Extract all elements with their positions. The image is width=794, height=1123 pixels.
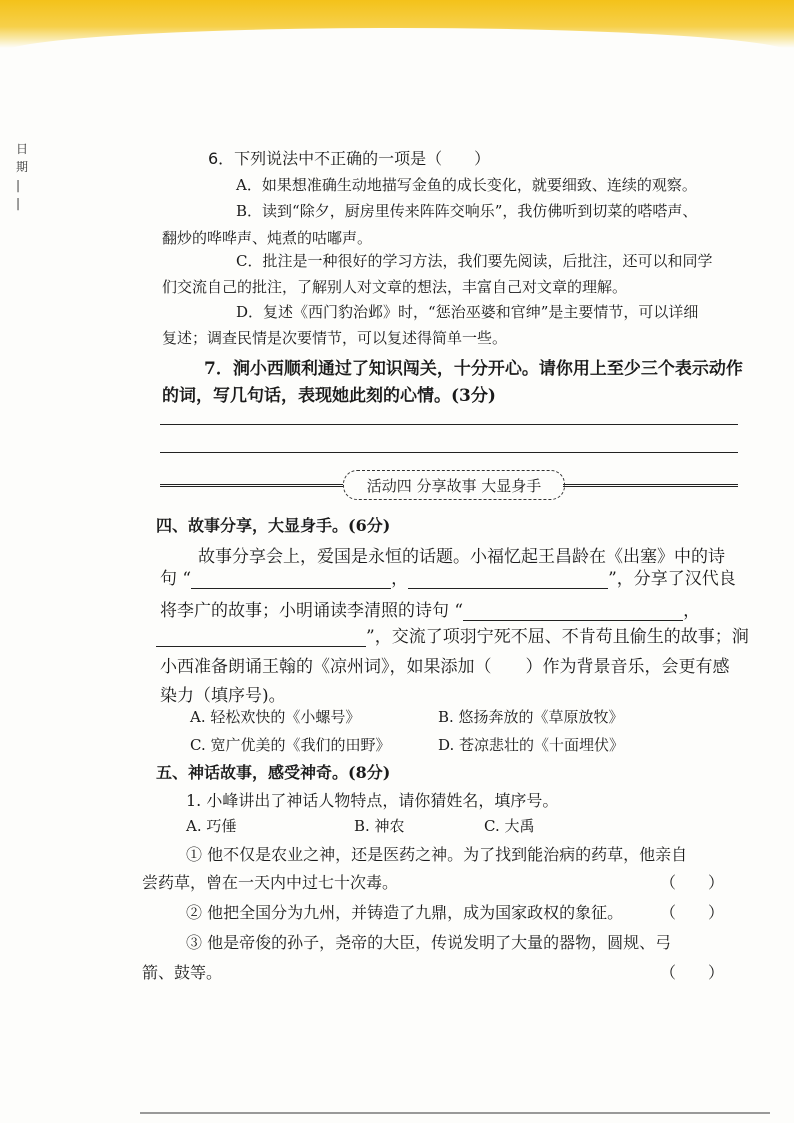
section4-paragraph-line2: 句 “ ， ”，分享了汉代良 — [160, 569, 736, 589]
section5-option-b: B. 神农 — [354, 817, 405, 835]
binding-margin-marks: 日 期 | | — [16, 142, 29, 210]
page-top-decoration — [0, 0, 794, 48]
q7-answer-line-1[interactable] — [160, 424, 738, 425]
section4-heading: 四、故事分享，大显身手。(6分) — [156, 516, 391, 535]
q6-option-d-line1: D．复述《西门豹治邺》时，“惩治巫婆和官绅”是主要情节，可以详细 — [236, 303, 699, 321]
section5-item3-line2: 箭、鼓等。 — [142, 963, 223, 982]
page-bottom-rule — [140, 1112, 770, 1114]
section4-paragraph-line5: 小西准备朗诵王翰的《凉州词》，如果添加（ ）作为背景音乐，会更有感 — [160, 657, 730, 677]
section4-paragraph-line4: ”，交流了项羽宁死不屈、不肯苟且偷生的故事；涧 — [156, 622, 749, 647]
section4-option-c[interactable]: C. 宽广优美的《我们的田野》 — [190, 736, 391, 754]
banner-rule-right — [563, 484, 738, 487]
section5-item1-line2: 尝药草，曾在一天内中过七十次毒。 — [142, 873, 399, 892]
q6-option-d-line2: 复述；调查民情是次要情节，可以复述得简单一些。 — [162, 329, 508, 347]
section5-item3-line1: ③ 他是帝俊的孙子，尧帝的大臣，传说发明了大量的器物，圆规、弓 — [186, 933, 672, 952]
section5-item2: ② 他把全国分为九州，并铸造了九鼎，成为国家政权的象征。 — [186, 903, 624, 922]
q6-option-b-line1: B．读到“除夕，厨房里传来阵阵交响乐”，我仿佛听到切菜的嗒嗒声、 — [236, 202, 698, 220]
section5-item2-answer[interactable]: （ ） — [660, 903, 725, 922]
section4-paragraph-line1: 故事分享会上，爱国是永恒的话题。小福忆起王昌龄在《出塞》中的诗 — [198, 547, 725, 567]
section5-heading: 五、神话故事，感受神奇。(8分) — [156, 763, 391, 782]
section4-option-a[interactable]: A. 轻松欢快的《小螺号》 — [190, 708, 361, 726]
q7-line1: 7．涧小西顺利通过了知识闯关，十分开心。请你用上至少三个表示动作 — [204, 359, 743, 379]
poem-blank-1[interactable] — [191, 570, 391, 589]
q6-option-a: A．如果想准确生动地描写金鱼的成长变化，就要细致、连续的观察。 — [236, 176, 697, 194]
q7-line2: 的词，写几句话，表现她此刻的心情。(3分) — [162, 386, 496, 406]
q6-stem: 6．下列说法中不正确的一项是（ ） — [208, 149, 491, 168]
section5-item1-line1: ① 他不仅是农业之神，还是医药之神。为了找到能治病的药草，他亲自 — [186, 845, 688, 864]
banner-rule-left — [160, 484, 343, 487]
section4-paragraph-line6: 染力（填序号)。 — [160, 686, 286, 706]
section5-item1-answer[interactable]: （ ） — [660, 873, 725, 892]
section4-paragraph-line3: 将李广的故事；小明诵读李清照的诗句 “ ， — [160, 601, 701, 621]
q6-option-c-line2: 们交流自己的批注，了解别人对文章的想法，丰富自己对文章的理解。 — [162, 278, 628, 296]
activity-banner: 活动四 分享故事 大显身手 — [343, 470, 565, 500]
poem-blank-2[interactable] — [408, 570, 608, 589]
section5-question1: 1. 小峰讲出了神话人物特点，请你猜姓名，填序号。 — [186, 791, 559, 810]
section5-option-c: C. 大禹 — [484, 817, 535, 835]
section4-option-b[interactable]: B. 悠扬奔放的《草原放牧》 — [438, 708, 624, 726]
poem-blank-4[interactable] — [156, 628, 366, 647]
section5-option-a: A. 巧倕 — [186, 817, 237, 835]
q6-option-c-line1: C．批注是一种很好的学习方法，我们要先阅读，后批注，还可以和同学 — [236, 252, 713, 270]
poem-blank-3[interactable] — [463, 602, 683, 621]
q6-option-b-line2: 翻炒的哗哗声、炖煮的咕嘟声。 — [162, 229, 373, 247]
section5-item3-answer[interactable]: （ ） — [660, 963, 725, 982]
q7-answer-line-2[interactable] — [160, 452, 738, 453]
section4-option-d[interactable]: D. 苍凉悲壮的《十面埋伏》 — [438, 736, 625, 754]
